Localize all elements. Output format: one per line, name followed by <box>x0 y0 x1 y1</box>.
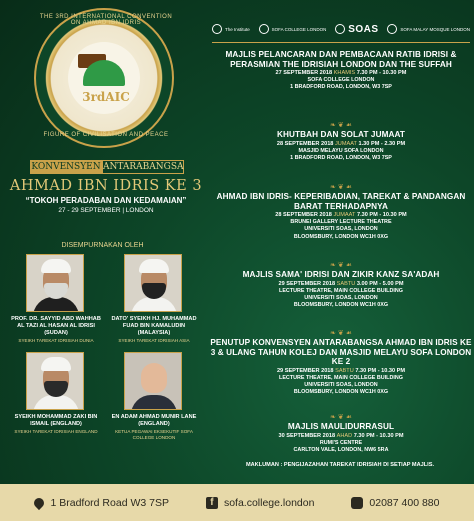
patron-name: EN ADAM AHMAD MUNIR LANE (ENGLAND) <box>111 414 197 427</box>
event-venue: 1 BRADFORD ROAD, LONDON, W3 7SP <box>290 154 392 161</box>
event-title: KHUTBAH DAN SOLAT JUMAAT <box>276 130 406 139</box>
notice-text: MAKLUMAN : PENGIJAZAHAN TAREKAT IDRISIAH DI SETIAP MAJLIS. <box>245 462 434 468</box>
event-venue: BLOOMSBURY, LONDON WC1H 0XG <box>293 233 389 240</box>
patron-card <box>8 254 104 364</box>
event-venue: CARLTON VALE, LONDON, NW6 5RA <box>293 446 389 453</box>
patron-card <box>106 254 202 364</box>
event-block <box>210 122 472 162</box>
convention-logo <box>34 8 174 148</box>
soas-logo-icon <box>335 24 345 34</box>
event-title: AHMAD IBN IDRIS- KEPERIBADIAN, TAREKAT & PANDANGAN BARAT TERHADAPNYA <box>216 192 466 211</box>
patron-photo <box>124 254 182 312</box>
event-venue: UNIVERSITI SOAS, LONDON <box>304 226 378 233</box>
institute-logo-icon <box>212 24 222 34</box>
event-title: MAJLIS MAULIDURRASUL <box>287 422 395 431</box>
convention-subtitle: “TOKOH PERADABAN DAN KEDAMAIAN” <box>25 196 187 205</box>
event-venue: 1 BRADFORD ROAD, LONDON, W3 7SP <box>290 84 392 91</box>
ornament-divider-icon: ❧ ❦ ☙ <box>330 414 352 421</box>
antarabangsa-label: ANTARABANGSA <box>103 162 184 172</box>
event-title: MAJLIS PELANCARAN DAN PEMBACAAN RATIB IDRISI & PERASMIAN THE IDRISIAH LONDON DAN THE SUFFAH <box>225 50 457 69</box>
event-title: MAJLIS SAMA' IDRISI DAN ZIKIR KANZ SA'ADAH <box>242 270 440 279</box>
event-venue: SOFA COLLEGE LONDON <box>307 77 375 84</box>
phone-icon <box>351 497 363 509</box>
event-venue: UNIVERSITI SOAS, LONDON <box>304 381 378 388</box>
event-datetime: 28 SEPTEMBER 2018 JUMAAT 7.30 PM - 10.30 PM <box>275 212 407 219</box>
event-datetime: 28 SEPTEMBER 2018 JUMAAT 1.30 PM - 2.30 PM <box>276 140 406 147</box>
event-block <box>210 330 472 396</box>
event-block <box>210 262 472 309</box>
patron-name: SYEIKH MOHAMMAD ZAKI BIN ISMAIL (ENGLAND) <box>14 414 98 427</box>
mosque-logo-icon <box>387 24 397 34</box>
event-title: PENUTUP KONVENSYEN ANTARABANGSA AHMAD IBN IDRIS KE 3 & ULANG TAHUN KOLEJ DAN MASJID MELAYU SOFA LONDON KE 2 <box>210 338 472 367</box>
ornament-divider-icon: ❧ ❦ ☙ <box>330 122 352 129</box>
patron-role: SYEIKH TAREKAT IDRISIAH ASIA <box>118 338 190 343</box>
facebook-icon: f <box>206 497 218 509</box>
convention-dates: 27 - 29 SEPTEMBER | LONDON <box>58 207 154 214</box>
event-datetime: 29 SEPTEMBER 2018 SABTU 3.00 PM - 5.00 PM <box>278 280 404 287</box>
event-venue: BRUNEI GALLERY LECTURE THEATRE <box>290 219 392 226</box>
event-block <box>210 50 472 92</box>
location-pin-icon <box>32 495 46 509</box>
logo-ring-top-text: THE 3RD INTERNATIONAL CONVENTION ON AHMAD IBN IDRIS <box>39 14 173 26</box>
ornament-divider-icon: ❧ ❦ ☙ <box>330 184 352 191</box>
event-block <box>210 414 472 454</box>
event-datetime: 30 SEPTEMBER 2018 AHAD 7.30 PM - 10.30 PM <box>278 432 404 439</box>
partner-institute: The Institute <box>212 24 250 34</box>
left-column <box>0 0 205 482</box>
event-venue: MASJID MELAYU SOFA LONDON <box>298 147 384 154</box>
patron-card <box>106 352 202 462</box>
footer-phone[interactable]: 02087 400 880 <box>351 497 439 509</box>
ornament-divider-icon: ❧ ❦ ☙ <box>330 330 352 337</box>
event-venue: RUMI'S CENTRE <box>319 439 363 446</box>
event-venue: BLOOMSBURY, LONDON WC1H 0XG <box>293 302 389 308</box>
footer-address: 1 Bradford Road W3 7SP <box>34 497 168 509</box>
ornament-divider-icon: ❧ ❦ ☙ <box>330 262 352 269</box>
partner-logos <box>212 20 470 38</box>
event-venue: UNIVERSITI SOAS, LONDON <box>304 294 378 301</box>
patron-name: PROF. DR. SAYYID ABD WAHHAB AL TAZI AL HASAN AL IDRISI (SUDAN) <box>11 316 101 336</box>
event-venue: BLOOMSBURY, LONDON WC1H 0XG <box>293 389 389 396</box>
patron-photo <box>26 352 84 410</box>
patron-name: DATO' SYEIKH HJ. MUHAMMAD FUAD BIN KAMALUDIN (MALAYSIA) <box>111 316 197 336</box>
event-block <box>210 184 472 241</box>
partner-sofa-mosque: SOFA MALAY MOSQUE LONDON <box>387 24 470 34</box>
patron-role: SYEIKH TAREKAT IDRISIAH ENGLAND <box>14 429 98 434</box>
partner-soas: SOAS <box>335 24 378 34</box>
konvensyen-label: KONVENSYEN <box>31 162 101 172</box>
patron-role: SYEIKH TAREKAT IDRISIAH DUNIA <box>18 338 94 343</box>
footer-facebook[interactable]: f sofa.college.london <box>206 497 315 509</box>
divider <box>212 42 470 43</box>
event-datetime: 29 SEPTEMBER 2018 SABTU 7.30 PM - 10.30 PM <box>276 367 406 374</box>
patron-card <box>8 352 104 462</box>
patron-photo <box>26 254 84 312</box>
event-venue: LECTURE THEATRE, MAIN COLLEGE BUILDING <box>279 374 403 381</box>
event-datetime: 27 SEPTEMBER 2018 KHAMIS 7.30 PM - 10.30 PM <box>275 70 407 77</box>
patron-role: KETUA PEGAWAI EKSEKUTIF SOFA COLLEGE LONDON <box>115 429 193 440</box>
event-venue: LECTURE THEATRE, MAIN COLLEGE BUILDING <box>279 287 403 294</box>
patron-photo <box>124 352 182 410</box>
logo-ring-bottom-text: FIGURE OF CIVILISATION AND PEACE <box>43 132 169 138</box>
footer-bar <box>0 484 474 521</box>
logo-badge: 3rdAIC <box>82 90 130 104</box>
convention-title: AHMAD IBN IDRIS KE 3 <box>9 178 203 194</box>
partner-sofa-college: SOFA COLLEGE LONDON <box>259 24 327 34</box>
patrons-heading: DISEMPURNAKAN OLEH <box>61 242 144 249</box>
konvensyen-banner <box>30 160 184 174</box>
sofa-logo-icon <box>259 24 269 34</box>
